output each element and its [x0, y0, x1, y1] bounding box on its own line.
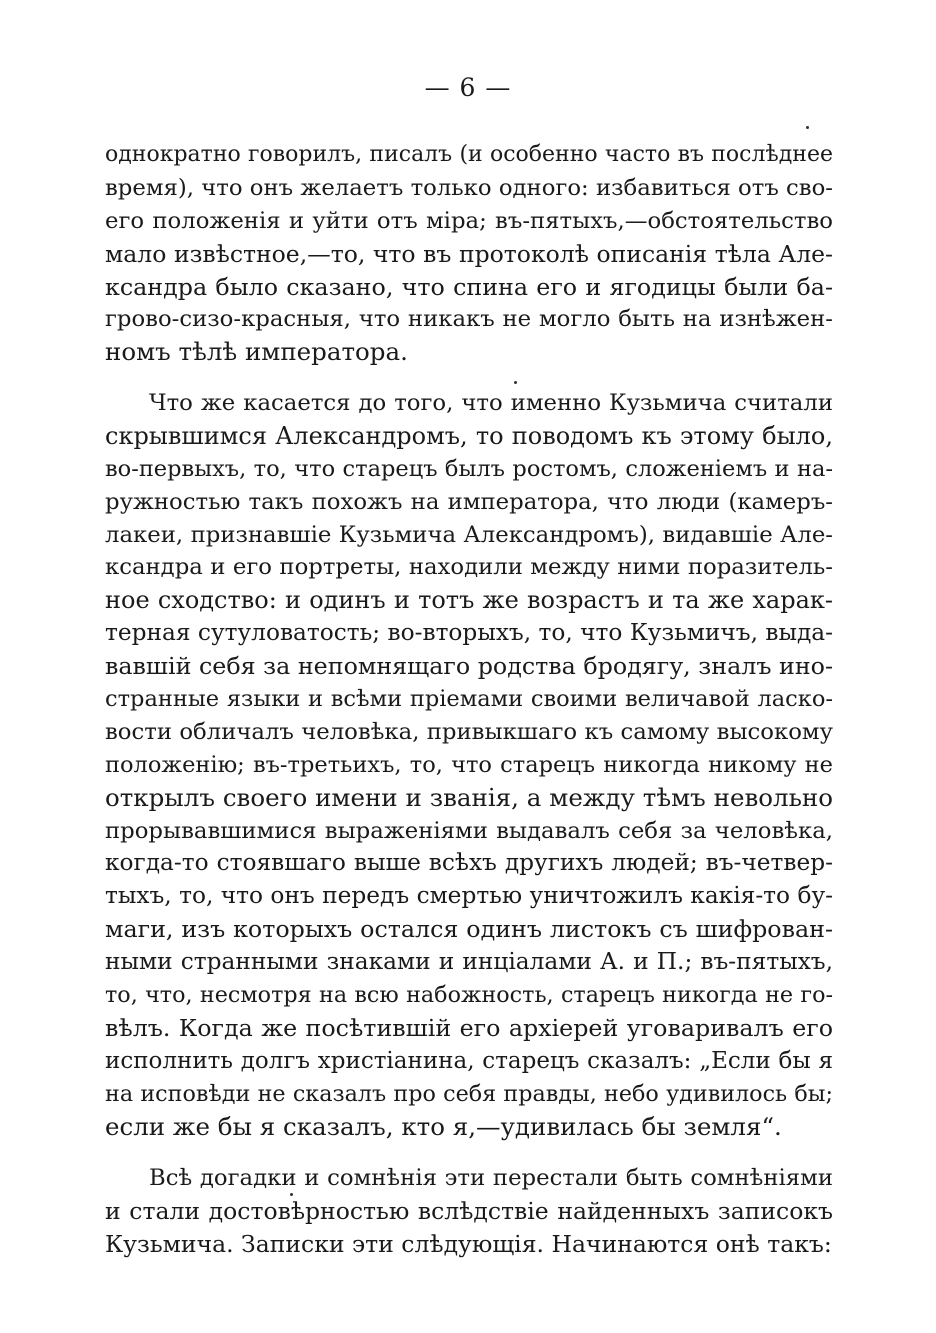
text-line: время), что онъ желаетъ только одного: избавиться отъ сво- [105, 174, 833, 201]
text-line: грово-сизо-красныя, что никакъ не могло быть на изнѣжен- [105, 306, 833, 333]
text-line: ное сходство: и одинъ и тотъ же возрастъ и та же харак- [105, 586, 833, 615]
text-line: терная сутуловатость; во-вторыхъ, то, что Кузьмичъ, выда- [105, 619, 833, 647]
text-line: Всѣ догадки и сомнѣнія эти перестали быть сомнѣніями [149, 1165, 833, 1191]
text-line: то, что, несмотря на всю набожность, старецъ никогда не го- [105, 982, 833, 1009]
text-line: однократно говорилъ, писалъ (и особенно часто въ послѣднее [105, 142, 833, 167]
text-line: исполнить долгъ христіанина, старецъ сказалъ: „Если бы я [105, 1047, 833, 1074]
text-line: лакеи, признавшіе Кузьмича Александромъ), видавшіе Але- [105, 521, 833, 548]
text-line: вавшій себя за непомнящаго родства бродягу, зналъ ино- [105, 652, 833, 681]
text-line: ксандра и его портреты, находили между ними поразитель- [105, 554, 833, 581]
text-line: и стали достовѣрностью вслѣдствіе найденныхъ записокъ [105, 1196, 833, 1225]
text-line: ными странными знаками и инціалами А. и П.; въ-пятыхъ, [105, 948, 833, 976]
text-line: маги, изъ которыхъ остался одинъ листокъ съ шифрован- [105, 915, 833, 944]
text-line: во-первыхъ, то, что старецъ былъ ростомъ, сложеніемъ и на- [105, 455, 833, 482]
text-line: скрывшимся Александромъ, то поводомъ къ этому было, [105, 421, 833, 450]
text-line: номъ тѣлѣ императора. [105, 337, 408, 367]
text-line: Что же касается до того, что именно Кузьмича считали [149, 390, 833, 416]
text-line: странные языки и всѣми пріемами своими величавой ласко- [105, 686, 833, 713]
text-line: если же бы я сказалъ, кто я,—удивилась бы земля“. [105, 1111, 782, 1141]
print-speck [290, 1193, 293, 1196]
text-line: открылъ своего имени и званія, а между тѣмъ невольно [105, 782, 833, 812]
text-line: Кузьмича. Записки эти слѣдующія. Начинаются онѣ такъ: [105, 1229, 832, 1258]
text-line: положенію; въ-третьихъ, то, что старецъ никогда никому не [105, 751, 833, 778]
text-line: тыхъ, то, что онъ передъ смертью уничтожилъ какія-то бу- [105, 882, 833, 910]
text-line: его положенія и уйти отъ міра; въ-пятыхъ,—обстоятельство [105, 207, 833, 234]
print-speck [514, 381, 517, 384]
text-line: вости обличалъ человѣка, привыкшаго къ самому высокому [105, 718, 833, 745]
text-line: вѣлъ. Когда же посѣтившій его архіерей уговаривалъ его [105, 1013, 833, 1042]
text-line: ружностью такъ похожъ на императора, что люди (камеръ- [105, 488, 833, 515]
paragraph-notes-intro [105, 1162, 833, 1261]
text-line: мало извѣстное,—то, что въ протоколѣ описанія тѣла Але- [105, 239, 833, 268]
text-line: ксандра было сказано, что спина его и ягодицы были ба- [105, 272, 833, 301]
paragraph-kuzmich-reasons [105, 387, 833, 1143]
text-line: когда-то стоявшаго выше всѣхъ другихъ людей; въ-четвер- [105, 849, 833, 877]
paragraph-continuation [105, 139, 833, 369]
text-line: прорывавшимися выраженіями выдавалъ себя за человѣка, [105, 817, 833, 844]
text-line: на исповѣди не сказалъ про себя правды, небо удивилось бы; [105, 1080, 833, 1107]
page-number: — 6 — [424, 73, 512, 102]
print-speck [806, 126, 809, 129]
